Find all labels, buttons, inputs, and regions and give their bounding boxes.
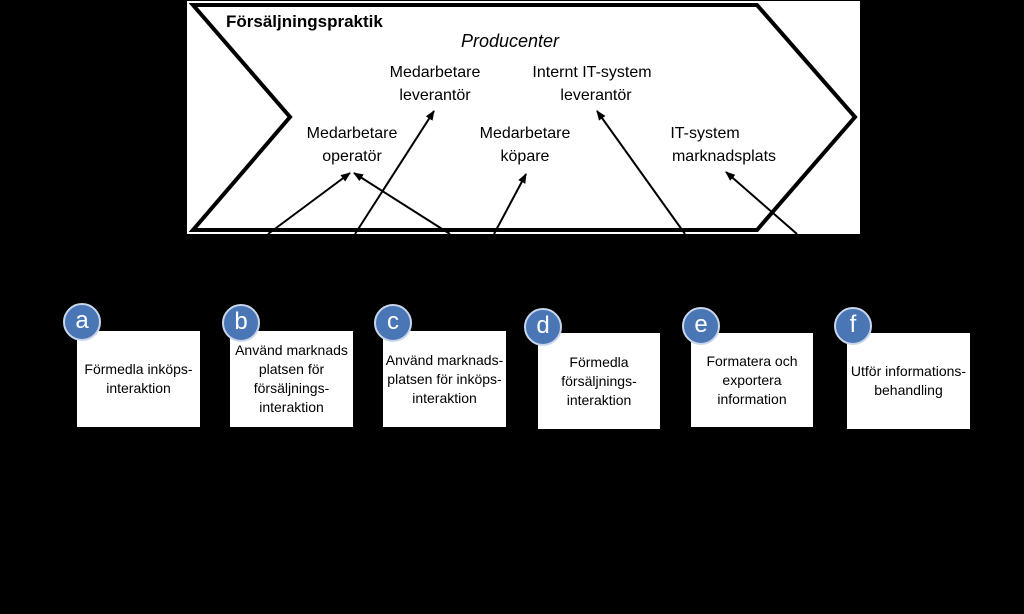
activity-box-c [383,331,506,427]
activity-box-f [847,333,970,429]
activity-text: Förmedla försäljnings-interaktion [561,353,637,408]
practice-subtitle: Producenter [460,31,560,51]
role-line: Medarbetare [306,125,398,142]
activity-badge-b: b [222,304,260,342]
activity-text: Använd marknads-platsen för inköps-interaktion [385,351,504,406]
role-line: köpare [500,148,550,165]
activity-text: Använd marknads platsen för försäljnings-interaktion [235,342,348,415]
role-line: IT-system [670,125,740,142]
role-line: leverantör [560,87,632,104]
role-line: operatör [322,148,382,165]
activity-text: Förmedla inköps-interaktion [84,361,193,396]
role-line: Medarbetare [389,64,481,81]
activity-badge-f: f [834,307,872,345]
activity-box-b [230,331,353,427]
activity-badge-a: a [63,303,101,341]
role-line: leverantör [399,87,471,104]
activity-badge-c: c [374,304,412,342]
role-line: Medarbetare [479,125,571,142]
activity-text: Formatera och exportera information [706,352,798,407]
activity-box-a [77,331,200,427]
role-line: marknadsplats [671,148,777,165]
practice-title: Försäljningspraktik [226,12,383,31]
activity-box-d [538,333,660,429]
activity-text: Utför informations-behandling [850,363,967,398]
activity-badge-d: d [524,308,562,346]
activity-box-e [691,333,813,427]
role-line: Internt IT-system [532,64,652,81]
activity-badge-e: e [682,307,720,345]
